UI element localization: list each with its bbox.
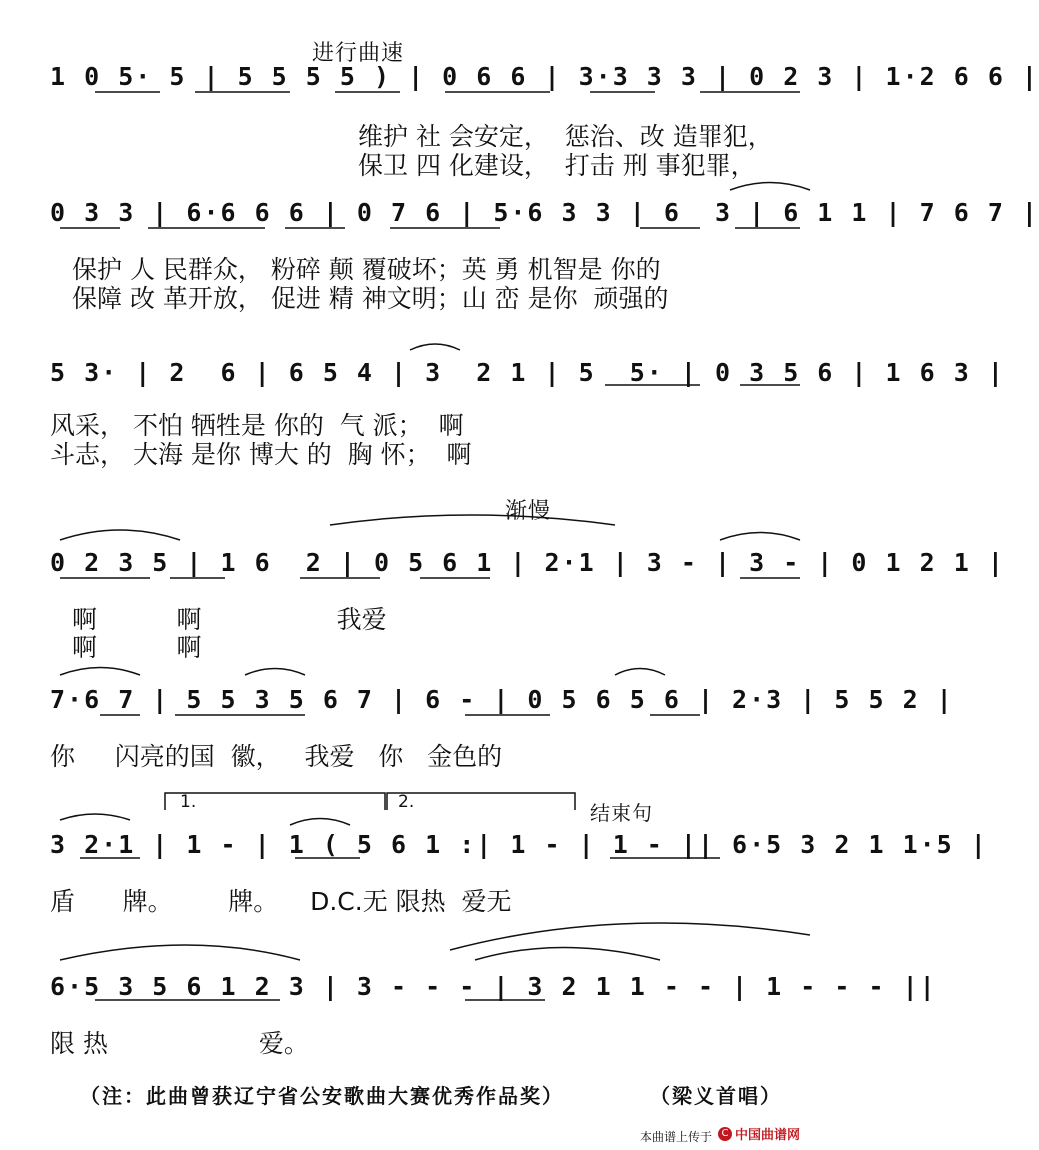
score-row-1-notes: 1 0 5· 5 | 5 5 5 5 ) | 0 6 6 | 3·3 3 3 | 0 2 3 | 1·2 6 6 | (50, 62, 1039, 91)
footer-award-note: （注：此曲曾获辽宁省公安歌曲大赛优秀作品奖） (80, 1084, 564, 1108)
score-row-1-lyric-2: 保卫 四 化建设， 打击 刑 事犯罪， (358, 151, 756, 180)
volta-first-ending: 1. (180, 792, 197, 812)
score-row-2-lyric-1: 保护 人 民群众， 粉碎 颠 覆破坏；英 勇 机智是 你的 (72, 255, 661, 284)
score-row-2-lyric-2: 保障 改 革开放， 促进 精 神文明；山 峦 是你 顽强的 (72, 284, 669, 313)
score-row-4-lyric-1: 啊 啊 我爱 (72, 605, 387, 634)
site-logo-text: 中国曲谱网 (735, 1128, 801, 1143)
ending-phrase-label: 结束句 (590, 801, 653, 825)
score-row-2-notes: 0 3 3 | 6·6 6 6 | 0 7 6 | 5·6 3 3 | 6 3 | 6 1 1 | 7 6 7 | (50, 198, 1039, 227)
score-row-3-lyric-2: 斗志， 大海 是你 博大 的 胸 怀； 啊 (50, 440, 472, 469)
score-row-7-lyric-1: 限 热 爱。 (50, 1029, 309, 1058)
score-row-4-notes: 0 2 3 5 | 1 6 2 | 0 5 6 1 | 2·1 | 3 - | 3 - | 0 1 2 1 | (50, 548, 1005, 577)
score-row-1-lyric-1: 维护 社 会安定， 惩治、改 造罪犯， (358, 122, 773, 151)
tempo-marking-top: 进行曲速 (312, 41, 405, 66)
score-row-3-lyric-1: 风采， 不怕 牺牲是 你的 气 派； 啊 (50, 411, 464, 440)
score-row-7-notes: 6·5 3 5 6 1 2 3 | 3 - - - | 3 2 1 1 - - | 1 - - - || (50, 972, 937, 1001)
footer-singer-note: （梁义首唱） (650, 1084, 782, 1108)
score-row-4-lyric-2: 啊 啊 (72, 633, 202, 662)
score-row-5-notes: 7·6 7 | 5 5 3 5 6 7 | 6 - | 0 5 6 5 6 | 2·3 | 5 5 2 | (50, 685, 954, 714)
site-logo-icon: C (718, 1127, 732, 1141)
tempo-marking-slow: 渐慢 (505, 499, 552, 524)
upload-credit-text: 本曲谱上传于 (640, 1130, 713, 1144)
score-row-6-lyric-1: 盾 牌。 牌。 D.C.无 限热 爱无 (50, 887, 512, 916)
score-row-5-lyric-1: 你 闪亮的国 徽， 我爱 你 金色的 (50, 742, 503, 771)
score-row-6-notes: 3 2·1 | 1 - | 1 ( 5 6 1 :| 1 - | 1 - || 6·5 3 2 1 1·5 | (50, 830, 988, 859)
volta-second-ending: 2. (398, 792, 415, 812)
score-row-3-notes: 5 3· | 2 6 | 6 5 4 | 3 2 1 | 5 5· | 0 3 5 6 | 1 6 3 | (50, 358, 1005, 387)
